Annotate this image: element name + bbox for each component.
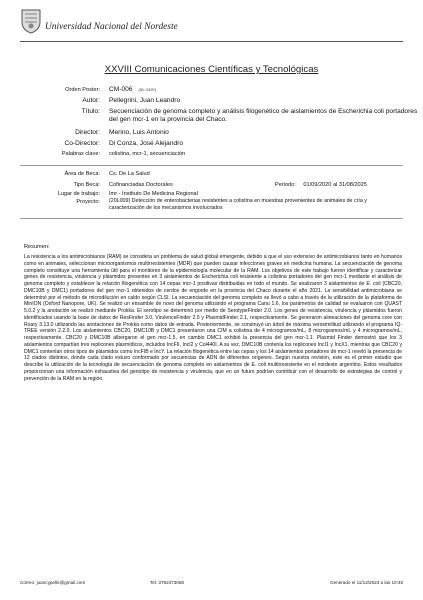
section-divider	[20, 165, 403, 166]
section-divider-2	[20, 218, 403, 219]
director-value: Merino, Luis Antonio	[109, 129, 169, 136]
autor-value: Pellegrini, Juan Leandro	[109, 97, 181, 104]
footer-tel: Tel: 3782473058	[150, 580, 184, 585]
director-label: Director:	[75, 129, 100, 136]
lugar-label: Lugar de trabajo:	[57, 191, 100, 197]
proyecto-value: (20L009) Detección de enterobacterias resistentes a colistina en muestras provenientes de animales de cría y caracterización de los mecanismos involucrados	[109, 198, 367, 211]
periodo-value: 01/09/2020 al 31/08/2025	[303, 182, 367, 188]
autor-label: Autor:	[82, 97, 100, 104]
periodo-label: Periodo:	[275, 182, 296, 188]
id-code: (ID: 2497)	[138, 87, 157, 92]
resumen-label: Resumen:	[24, 244, 50, 250]
university-logo	[20, 8, 178, 34]
resumen-text: La resistencia a los antimicrobianos (RAM) se considera un problema de salud global emergente, debido a que el uso extensivo de antimicrobianos tanto en humanos como en animales, seleccionan microorganismos multirresistentes (MDR) que pueden causar infecciones graves en medicina humana. La secuenciación de genoma completo constituye una herramienta útil para el monitoreo de la epidemiología molecular de la RAM. Los objetivos de este trabajo fueron identificar y caracterizar genes de resistencia, virulencia y plásmidos presentes en 3 aislamientos de Escherichia coli resistente a colistina portadores del gen mcr-1 mediante el análisis de genoma completo y establecer la relación filogenética con 14 cepas mcr-1 positivas distribuidas en todo el mundo. Se analizaron 3 aislamientos de E. coli (CBC20, DMC10B y DMC1) portadores del gen mcr-1 obtenidos de cerdos de engorde en la provincia del Chaco durante el año 2021. La sensibilidad antimicrobiana se determinó por el método de microdilución en caldo según CLSI. La secuenciación del genoma completo se llevó a cabo a través de la utilización de la plataforma de MinION (Oxford Nanopore, UK). Se realizó un ensamble de novo del genoma utilizando el programa Canu 1.6, los parámetros de calidad se evaluaron con QUAST 5.0.2 y la anotación se realizó mediante Prokka. El serotipo se determinó por medio de SerotypeFinder 2.0. Los genes de resistencia, virulencia y plásmidos fueron identificados usando la base de datos de ResFinder 3.0, VirulenceFinder 2.0 y PlasmidFinder 2.1, respectivamente. Se generaron alineaciones del genoma core con Roary 3.13.0 utilizando las anotaciones de Prokka como datos de entrada. Posteriormente, se construyó un árbol de máxima verosimilitud utilizando el programa IQ-TREE versión 2.2.0. Los aislamientos CBC20, DMC10B y DMC1 presentaron una CIM a colistina de 4 microgramos/mL, 8 microgramos/mL y 4 microgramos/mL, respectivamente. CBC20 y DMC10B albergaron el gen mcr-1.5, en cambio DMC1 exhibió la presencia del gen mcr-1.1. Plasmid Finder demostró que los 3 aislamientos compartían tres replicones plasmídicos, incluidos IncFII, IncI2 y Col440I. A su vez, DMC10B contenía los replicones IncI1 y IncX1, mientras que CBC20 y DMC1 contenían otros tipos de plásmidos como IncFIB e IncY. La relación filogenética entre las cepas y los 14 aislamientos portadores de mcr-1 reveló la presencia de 12 clados distintos, donde cada clado estuvo conformado por secuencias de ADN de diferentes orígenes. Según nuestra revisión, este es el primer estudio que describe la utilización de la tecnología de secuenciación de genoma completo en aislamientos de E. coli multirresistente en el nordeste argentino. Estos resultados proporcionan una información exhaustiva del genotipo de resistencia y virulencia, que en un futuro podrían contribuir con el desarrollo de estrategias de control y prevención de la RAM en la región.	[24, 254, 402, 382]
periodo-row	[275, 181, 367, 189]
lugar-value: Imr - Instituto De Medicina Regional	[109, 191, 198, 197]
area-label: Área de Beca:	[64, 171, 100, 177]
event-title: XXVIII Comunicaciones Científicas y Tecnológicas	[104, 64, 319, 75]
footer-generado: Generado el 11/12/2023 a las 10:45	[330, 580, 403, 585]
titulo-value: Secuenciación de genoma completo y análisis filogenético de aislamientos de Escherichia coli portadores del gen mcr-1 en la provincia del Chaco.	[109, 108, 418, 123]
orden-poster-label: Orden Poster:	[65, 87, 100, 93]
titulo-label: Título:	[81, 108, 100, 115]
proyecto-label: Proyecto:	[76, 199, 100, 205]
university-seal-icon	[20, 8, 42, 34]
university-name: Universidad Nacional del Nordeste	[45, 22, 178, 32]
palabras-label: Palabras clave:	[61, 151, 100, 157]
tipo-value: Cofinanciadas Doctorales	[109, 182, 173, 188]
palabras-value: colistina, mcr-1, secuenciación	[109, 151, 186, 157]
tipo-label: Tipo Beca:	[73, 182, 100, 188]
footer-correo: Correo: juancypelle@gmail.com	[20, 580, 86, 585]
area-value: Cs. De La Salud	[109, 171, 150, 177]
orden-poster-value: CM-006	[109, 86, 133, 93]
codirector-value: Di Conza, José Alejandro	[109, 140, 184, 147]
codirector-label: Co-Director:	[64, 140, 100, 147]
header-divider	[20, 41, 403, 42]
